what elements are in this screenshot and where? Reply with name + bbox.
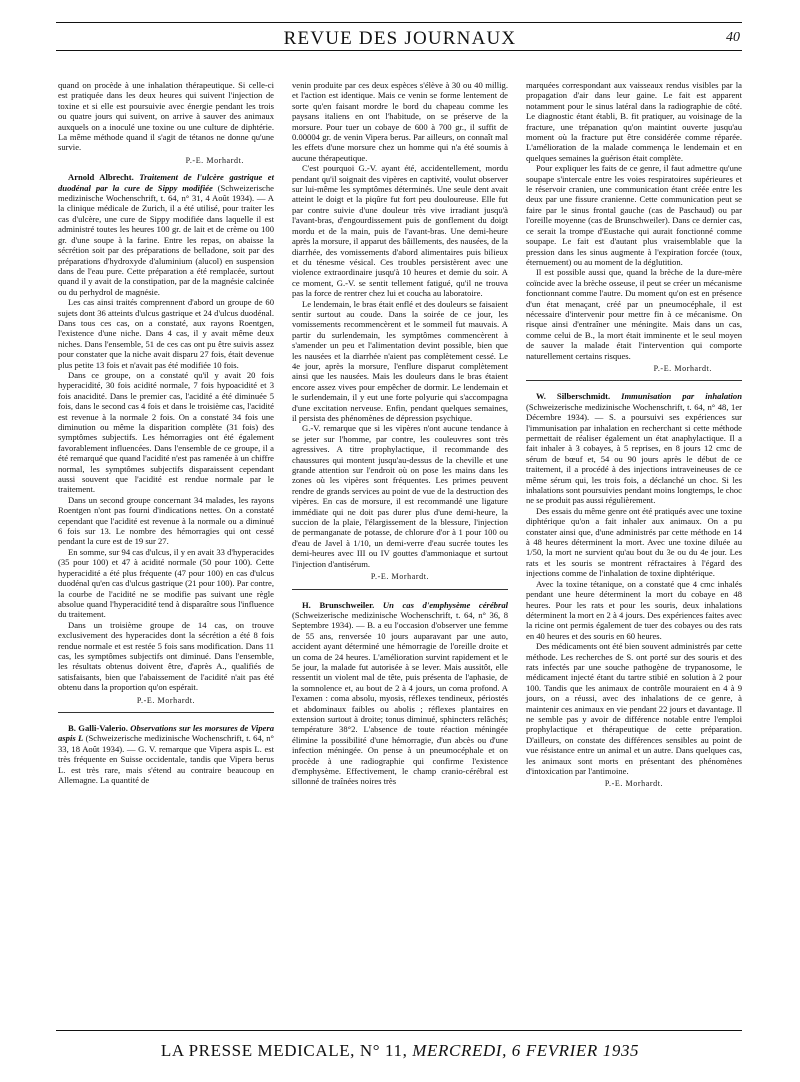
footer [0, 1041, 800, 1061]
page-number: 40 [726, 30, 740, 45]
divider [58, 712, 274, 713]
signature: P.-E. Morhardt. [185, 155, 244, 165]
divider [292, 589, 508, 590]
article-title: Un cas d'emphysème cérébral [382, 599, 508, 610]
article-heading [526, 391, 742, 505]
column-1 [58, 80, 274, 785]
article-heading [58, 172, 274, 297]
paragraph: Avec la toxine tétanique, on a constaté que 4 cmc inhalés pendant une heure déterminent la mort du cobaye en 48 heures. Pour les rats et pour les souris, deux inhalations déterminent la mort en 2 à 4 jours. Des expériences faites avec la ricine ont permis également de tuer des cobayes ou des rats en 40 heures et des souris en 60 heures. [526, 578, 742, 641]
paragraph: C'est pourquoi G.-V. ayant été, accidentellement, mordu pendant qu'il soignait des vipères en captivité, voulut observer sur lui-même les symptômes déterminés. Une seule dent avait atteint le doigt et la piqûre fut fort peu douloureuse. Elle fut par contre suivie d'une douleur très vive irradiant jusqu'à l'avant-bras, d'engourdissement puis de gonflement du doigt mordu et de la main, puis de l'avant-bras. Une demi-heure après la morsure, il apparut des bâillements, des nausées, de la diarrhée, des vomissements d'abord alimentaires puis bilieux et du ténesme vésical. Ces troubles persistèrent avec une violence extraordinaire jusqu'à 10 heures et demie du soir. A ce moment, G.-V. se sentit tellement fatigué, qu'il ne trouva pas la force de rentrer chez lui et coucha au laboratoire. [292, 163, 508, 299]
paragraph: quand on procède à une inhalation thérapeutique. Si celle-ci est pratiquée dans les deux heures qui suivent l'injection de toxine et si elle est poursuivie avec énergie pendant les trois ou quatre jours qui suivent, on arrive à sauver des animaux auxquels on a inoculé une toxine ou une culture de diphtérie. La même méthode quand il s'agit de tétanos ne donne qu'une survie. [58, 80, 274, 153]
paragraph: Dans un second groupe concernant 34 malades, les rayons Roentgen n'ont pas fourni d'indications nettes. On a constaté cependant que l'acidité est revenue à la normale ou a diminué 6 fois sur 13. Le nombre des hémorragies qui ont cessé pendant la cure est de 19 sur 27. [58, 494, 274, 547]
page-title: REVUE DES JOURNAUX [283, 28, 517, 49]
article-body: (Schweizerische medizinische Wochenschrift, t. 64, n° 48, 1er Décembre 1934). — S. a poursuivi ses expériences sur l'immunisation par inhalation en recherchant si cette méthode permettait de réaliser également un état anaphylactique. Il a fait inhaler à 3 cobayes, à 5 reprises, en 8 jours 12 cmc de sérum de bœuf et, 54 ou 90 jours après le début de ce traitement, il a procédé à des injections intraveineuses de ce même sérum qui, les trois fois, a déclanché un choc. Si les inhalations sont poursuivies pendant moins longtemps, le choc ne se produit pas aussi régulièrement. [526, 401, 742, 506]
article-body: (Schweizerische medizinische Wochenschrift, t. 64, n° 31, 4 Août 1934). — A la clinique médicale de Zurich, il a été utilisé, pour traiter les cas d'ulcère, une cure de Sippy modifiée dans laquelle il est administré toutes les heures 100 gr. de lait et de crème ou 100 gr. d'une soupe à la farine. Entre les repas, on abaisse la sécrétion soit par des préparations de belladone, soit par des préparations d'hydroxyde d'aluminium (alucol) en suspension dans de l'eau pure. Cette préparation a été remplacée, surtout quand il y avait de la constipation, par de la magnésie calcinée ou du perhydrol de magnésie. [58, 182, 274, 297]
paragraph: marquées correspondant aux vaisseaux rendus visibles par la propagation d'air dans leur gaine. Le fait est apparent notamment pour le sinus latéral dans la radiographie de côté. Le diagnostic étant établi, B. fit pratiquer, au voisinage de la fracture, une trépanation qu'on maintint ouverte jusqu'au moment où la fracture put être considérée comme réparée. L'amélioration de la malade commença le lendemain et en quelques semaines la guérison était complète. [526, 80, 742, 163]
paragraph: Il est possible aussi que, quand la brèche de la dure-mère coïncide avec la brèche osseuse, il peut se créer un mécanisme fonctionnant comme l'autre. Du moment qu'on est en présence d'un état menaçant, créé par un pneumocéphale, il est nécessaire d'intervenir pour mettre fin à ce mécanisme. On risque ainsi d'entraîner une méningite. Mais dans un cas, comme celui de B., la mort était imminente et le seul moyen de sauver la malade était l'intervention qui comporte naturellement certains risques. [526, 267, 742, 361]
footer-journal: LA PRESSE MEDICALE, [160, 1041, 356, 1060]
signature: P.-E. Morhardt. [653, 363, 712, 373]
paragraph: Le lendemain, le bras était enflé et des douleurs se faisaient sentir surtout au coude. Dans la soirée de ce jour, les vomissements recommencèrent et le sommeil fut mauvais. A partir du surlendemain, les symptômes commencèrent à s'amender un peu et l'alimentation devint possible, bien que les nausées et la diarrhée n'aient pas complètement cessé. Le 4e jour, après la morsure, l'enflure disparut complètement ainsi que les nausées. Mais les douleurs dans le bras étaient encore assez vives pour empêcher de dormir. Le lendemain et le surlendemain, il y eut une forte polyurie qui s'accompagna d'une excitation nerveuse. Enfin, pendant quelques semaines, il persista des phénomènes de dépression psychique. [292, 298, 508, 423]
column-2 [292, 80, 508, 787]
footer-issue: N° 11, [359, 1041, 408, 1060]
footer-date: MERCREDI, 6 FEVRIER 1935 [412, 1041, 640, 1060]
top-rule [56, 22, 742, 23]
paragraph: Pour expliquer les faits de ce genre, il faut admettre qu'une soupape s'intercale entre les voies respiratoires supérieures et le réservoir cranien, une communication étant créée entre les deux par une fissure cranienne. Cette communication peut se faire par le sinus frontal gauche (cas de Paschaud) ou par l'oreille moyenne (cas de Brunschweiler). Dans ce dernier cas, ce serait la trompe d'Eustache qui aurait fonctionné comme soupape. Le fait est d'autant plus vraisemblable que la pression dans les sinus augmente à l'expiration forcée (toux, éternuement) ou au moment de la déglutition. [526, 163, 742, 267]
article-title: Traitement de l'ulcère gastrique et duodénal par la cure de Sippy modifiée [58, 172, 275, 193]
signature: P.-E. Morhardt. [370, 572, 430, 582]
paragraph: Les cas ainsi traités comprennent d'abord un groupe de 60 sujets dont 36 atteints d'ulcus gastrique et 24 d'ulcus duodénal. Dans tous ces cas, on a constaté, aux rayons Roentgen, l'existence d'une niche. Dans 4 cas, il y avait même deux niches. Dans l'ensemble, 51 de ces cas ont pu être suivis assez pour constater que la niche avait disparu 27 fois, était devenue plus petite 13 fois et n'avait pas été modifiée 10 fois. [58, 297, 274, 370]
paragraph: Des essais du même genre ont été pratiqués avec une toxine diphtérique qu'on a fait inhaler aux animaux. On a pu constater ainsi que, d'une administrés par cette méthode en 14 à 48 heures déterminent la mort. Avec une toxine diluée au 1/50, la mort ne survient qu'au bout du 3e ou du 4e jour. Les rats et les souris se montrent réfractaires à l'égard des injections comme de l'inhalation de toxine diphtérique. [526, 505, 742, 579]
header-rule [56, 50, 742, 51]
divider [526, 380, 742, 381]
article-heading [58, 723, 274, 785]
paragraph: Dans un troisième groupe de 14 cas, on trouve exclusivement des hyperacides dont la sécrétion a été 8 fois rendue normale et est restée 5 fois sans modification. Dans 11 cas, les symptômes subjectifs ont diminué. Dans l'ensemble, les résultats obtenus doivent être, d'après A., qualifiés de satisfaisants, bien que l'abaissement de l'acidité n'ait pas été obtenu dans la proportion qu'on espérait. [58, 619, 274, 693]
paragraph: G.-V. remarque que si les vipères n'ont aucune tendance à se jeter sur l'homme, par contre, les couleuvres sont très agressives. A titre prophylactique, il recommande des chaussures qui montent jusqu'au-dessus de la cheville et une grande attention sur l'endroit où on pose les mains dans les zones où les vipères sont fréquentes. Les primes peuvent rendre de grands services au point de vue de la destruction des vipères. En cas de morsure, il est recommandé une ligature immédiate qui ne doit pas durer plus d'une demi-heure, la succion de la plaie, l'élargissement de la blessure, l'injection de permanganate de potasse, de chlorure d'or à 1 pour 100 ou d'eau de Javel à 1/10, un demi-verre d'eau sucrée toutes les demi-heures avec III ou IV gouttes d'ammoniaque et surtout l'injection d'antisérum. [292, 423, 508, 569]
article-author: W. Silberschmidt. [536, 391, 611, 402]
paragraph: Des médicaments ont été bien souvent administrés par cette méthode. Les recherches de S. ont porté sur des souris et des rats infectés par une souche pathogène de trypanosome, le médicament injecté étant du tartre stibié en solution à 2 pour 100. Tandis que les animaux de contrôle mouraient en 4 à 9 jours, on a réussi, avec des inhalations de ce genre, à maintenir ces animaux en vie pendant 22 jours et davantage. Il ne semble pas y avoir de différence notable entre l'emploi prophylactique et thérapeutique de cette préparation. D'ailleurs, on constate des différences sensibles au point de vue résistance entre un animal et un autre. Dans quelques cas, les animaux sont morts en présentant des phénomènes d'intoxication par l'antimoine. [526, 641, 742, 776]
paragraph: venin produite par ces deux espèces s'élève à 30 ou 40 millig. et l'action est identique. Mais ce venin se forme lentement de sorte qu'en faisant mordre le bord du chapeau comme les paysans italiens en ont l'habitude, on se préserve de la morsure. Pour tuer un cobaye de 600 à 700 gr., il suffit de 0.00004 gr. de venin Vipera berus. Par ailleurs, on connaît mal les effets d'une morsure chez un homme qui n'a été soumis à aucune thérapeutique. [292, 80, 508, 163]
article-title: Immunisation par inhalation [621, 391, 742, 402]
footer-rule [56, 1030, 742, 1031]
column-3 [526, 80, 742, 796]
paragraph: En somme, sur 94 cas d'ulcus, il y en avait 33 d'hyperacides (35 pour 100) et 47 à acidité normale (50 pour 100). Cette hyperacidité a été plus fréquente (47 pour 100) en cas d'ulcus duodénal qu'en cas d'ulcus gastrique (21 pour 100). Par contre, la courbe de l'acidité ne se modifie pas suivant une règle absolue quand l'hyperacidité tend à disparaître sous l'influence du traitement. [58, 546, 274, 620]
signature: P.-E. Morhardt. [136, 695, 196, 705]
signature: P.-E. Morhardt. [604, 779, 664, 789]
article-body: (Schweizerische medizinische Wochenschrift, t. 64, n° 36, 8 Septembre 1934). — B. a eu l'occasion d'observer une femme de 55 ans, renversée 10 jours auparavant par une auto, accident ayant déterminé une hémorragie de l'oreille droite et un coma de 24 heures. L'amélioration survint rapidement et le 5e jour, la malade fut autorisée à se lever. Mais aussitôt, elle ressentit un violent mal de tête, puis présenta de l'aphasie, de la somnolence et, au bout de 2 à 4 jours, un coma profond. A l'examen : coma absolu, myosis, réflexes tendineux, périostés et abdominaux faibles ou abolis ; réflexes plantaires en extension surtout à droite; tonus diminué, sphincters relâchés; température 38°2. L'absence de toute réaction méningée élimine la possibilité d'une hémorragie, d'un abcès ou d'une infection méningée. On pense à un pneumocéphale et on procède à une radiographie qui confirme l'existence d'emphysème. Effectivement, le champ cranio-cérébral est sillonné de traînées noires très [292, 609, 508, 787]
article-author: B. Galli-Valerio. [68, 722, 128, 733]
article-body: (Schweizerische medizinische Wochenschrift, t. 64, n° 33, 18 Août 1934). — G. V. remarque que Vipera aspis L. est très fréquente en Suisse occidentale, tandis que Vipera berus L. est très rare, mais s'étend au contraire beaucoup en Allemagne. La quantité de [58, 733, 274, 785]
paragraph: Dans ce groupe, on a constaté qu'il y avait 20 fois hyperacidité, 30 fois acidité normale, 7 fois hypoacidité et 3 fois anacidité. Dans le premier cas, l'acidité a été diminuée 5 fois, dans le second cas 4 fois et dans le troisième cas, l'acidité est revenue à la normale 2 fois. On a constaté 34 fois une diminution ou même la disparition complète (31 fois) des symptômes subjectifs. Les hémorragies ont été également favorablement influencées. Dans l'ensemble de ce groupe, il a été remarqué que quand l'acidité n'est pas ramenée à un chiffre normal, les symptômes subjectifs disparaissent cependant aussi souvent que l'acidité est rendue normale par le traitement. [58, 369, 274, 495]
article-author: H. Brunschweiler. [302, 599, 375, 610]
article-author: Arnold Albrecht. [68, 172, 134, 183]
article-heading [292, 600, 508, 787]
article-title: Observations sur les morsures de Vipera aspis L [58, 722, 274, 744]
